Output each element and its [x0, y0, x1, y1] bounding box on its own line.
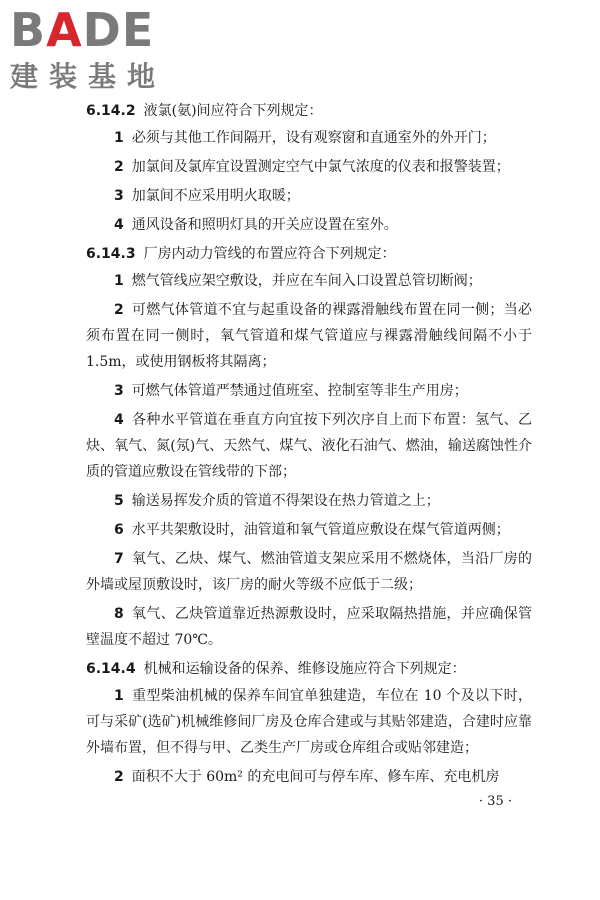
- section-heading: 6.14.3 厂房内动力管线的布置应符合下列规定：: [86, 246, 396, 262]
- list-item: 1 必须与其他工作间隔开，设有观察窗和直通室外的外开门；: [114, 130, 496, 146]
- bade-logo: [10, 3, 185, 98]
- logo-wordmark: BADE: [10, 3, 155, 57]
- list-item: 4 各种水平管道在垂直方向宜按下列次序自上而下布置：氢气、乙炔、氧气、氮(氖)气、天然气、煤气、液化石油气、燃油，输送腐蚀性介质的管道应敷设在管线带的下部；: [86, 412, 532, 480]
- section-6-14-4: [86, 656, 532, 790]
- list-item: 1 燃气管线应架空敷设，并应在车间入口设置总管切断阀；: [114, 273, 482, 289]
- list-item: 3 可燃气体管道严禁通过值班室、控制室等非生产用房；: [114, 383, 468, 399]
- logo-subtitle: 建装基地: [10, 60, 167, 93]
- page-number: · 35 ·: [478, 794, 512, 809]
- list-item: 2 面积不大于 60m² 的充电间可与停车库、修车库、充电机房: [114, 769, 500, 785]
- list-item: 3 加氯间不应采用明火取暖；: [114, 188, 300, 204]
- section-6-14-2: [86, 98, 532, 238]
- list-item: 4 通风设备和照明灯具的开关应设置在室外。: [114, 217, 398, 233]
- list-item: 2 加氯间及氯库宜设置测定空气中氯气浓度的仪表和报警装置；: [114, 159, 510, 175]
- list-item: 7 氧气、乙炔、煤气、燃油管道支架应采用不燃烧体，当沿厂房的外墙或屋顶敷设时，该厂房的耐火等级不应低于二级；: [86, 551, 532, 593]
- list-item: 2 可燃气体管道不宜与起重设备的裸露滑触线布置在同一侧；当必须布置在同一侧时，氧气管道和煤气管道应与裸露滑触线间隔不小于 1.5m，或使用钢板将其隔离；: [86, 302, 532, 370]
- section-6-14-3: [86, 241, 532, 653]
- section-heading: 6.14.4 机械和运输设备的保养、维修设施应符合下列规定：: [86, 661, 466, 677]
- document-body: [86, 96, 532, 793]
- list-item: 5 输送易挥发介质的管道不得架设在热力管道之上；: [114, 493, 440, 509]
- list-item: 8 氧气、乙炔管道靠近热源敷设时，应采取隔热措施，并应确保管壁温度不超过 70℃。: [86, 606, 532, 648]
- list-item: 1 重型柴油机械的保养车间宜单独建造，车位在 10 个及以下时，可与采矿(选矿)机械维修间厂房及仓库合建或与其贴邻建造，合建时应靠外墙布置，但不得与甲、乙类生产厂房或仓库组合或贴邻建造；: [86, 688, 532, 756]
- list-item: 6 水平共架敷设时，油管道和氧气管道应敷设在煤气管道两侧；: [114, 522, 510, 538]
- section-heading: 6.14.2 液氯(氨)间应符合下列规定：: [86, 103, 323, 119]
